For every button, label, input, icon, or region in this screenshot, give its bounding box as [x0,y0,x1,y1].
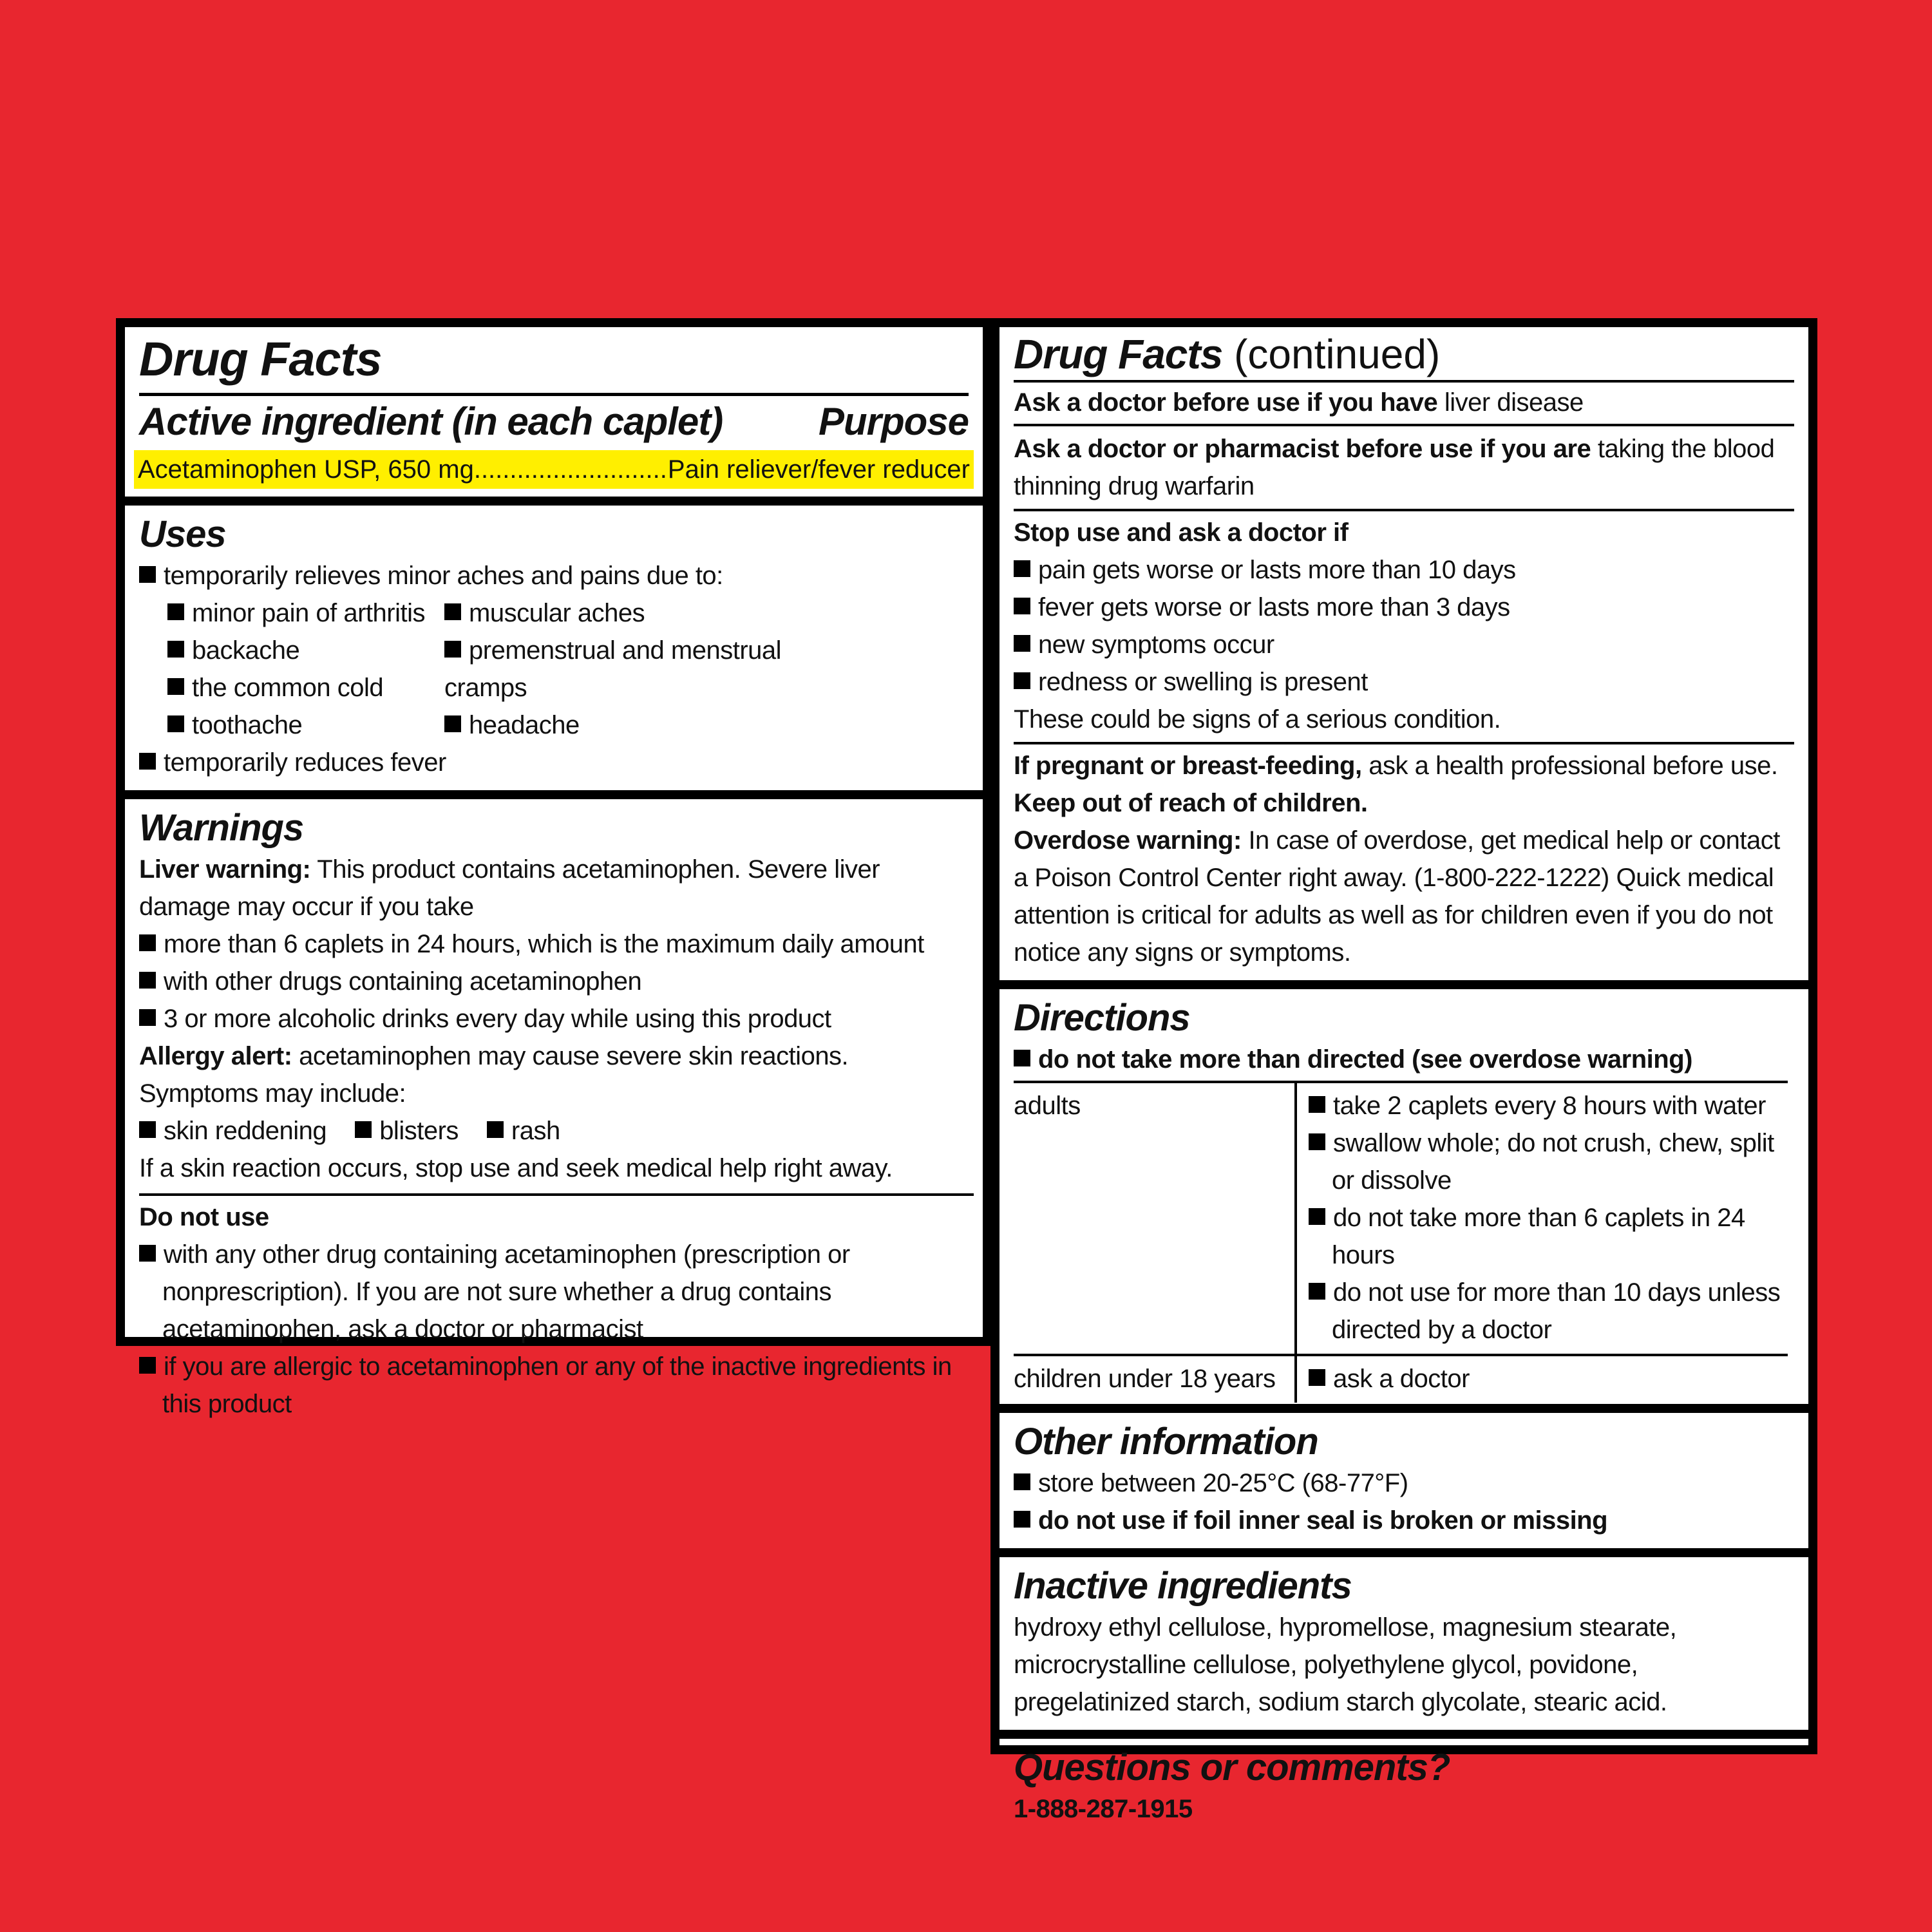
bullet-icon [1014,1473,1030,1490]
bullet-icon [139,566,156,583]
active-ingredient-header [139,393,969,448]
warnings-heading: Warnings [139,807,304,849]
adults-item: do not take more than 6 caplets in 24 hours [1309,1199,1788,1274]
drug-facts-panel-left [116,318,992,1418]
stop-note: These could be signs of a serious condition. [1014,705,1501,734]
stop-use-heading: Stop use and ask a doctor if [1014,518,1349,547]
bullet-icon [487,1121,504,1138]
bullet-icon [1014,560,1030,577]
questions-heading: Questions or comments? [1014,1747,1450,1788]
bullet-icon [139,1357,156,1374]
active-ingredient-row [134,450,974,489]
do-not-use-item: if you are allergic to acetaminophen or any of the inactive ingredients in this product [139,1348,969,1423]
liver-warning: Liver warning: This product contains acetaminophen. Severe liver damage may occur if you take [139,855,880,921]
bullet-icon [444,715,461,732]
stop-use-block [1014,511,1794,744]
active-ingredient-heading: Active ingredient (in each caplet) [139,400,723,443]
bullet-icon [139,934,156,951]
uses-item: backache [167,632,444,669]
bullet-icon [1014,1050,1030,1066]
uses-section [125,506,983,799]
bullet-icon [355,1121,372,1138]
allergy-alert: Allergy alert: acetaminophen may cause severe skin reactions. Symptoms may include: [139,1042,849,1108]
bullet-icon [167,603,184,620]
liver-item: 3 or more alcoholic drinks every day while using this product [139,1000,969,1037]
bullet-icon [444,641,461,658]
bullet-icon [167,678,184,695]
children-label: children under 18 years [1014,1354,1297,1403]
stop-item: new symptoms occur [1014,626,1794,663]
skin-reaction-note: If a skin reaction occurs, stop use and seek medical help right away. [139,1154,893,1182]
purpose-heading: Purpose [818,400,969,443]
bullet-icon [139,753,156,770]
inactive-ingredients-text: hydroxy ethyl cellulose, hypromellose, magnesium stearate, microcrystalline cellulose, polyethylene glycol, povidone, pregelatinized starch, sodium starch glycolate, stearic acid. [1014,1613,1677,1716]
bullet-icon [1309,1133,1325,1150]
adults-item: do not use for more than 10 days unless directed by a doctor [1309,1274,1788,1349]
do-not-use-heading: Do not use [139,1203,269,1231]
bullet-icon [1014,1511,1030,1528]
directions-table [1014,1081,1788,1403]
divider [139,1193,974,1196]
continued-warnings-section [999,327,1808,989]
adults-instructions [1297,1083,1788,1354]
adults-item: swallow whole; do not crush, chew, split or dissolve [1309,1124,1788,1199]
bullet-icon [139,1245,156,1262]
liver-item: more than 6 caplets in 24 hours, which is the maximum daily amount [139,925,969,963]
do-not-use-item: with any other drug containing acetaminophen (prescription or nonprescription). If you are not sure whether a drug contains acetaminophen, ask a doctor or pharmacist [139,1236,969,1348]
ingredient-purpose: Pain reliever/fever reducer [667,455,970,484]
uses-item: the common cold [167,669,444,706]
overdose-warning: Overdose warning: In case of overdose, get medical help or contact a Poison Control Center right away. (1-800-222-1222) Quick medical attention is critical for adults as well as for children even if you do not notice any signs or symptoms. [1014,826,1780,967]
inactive-ingredients-heading: Inactive ingredients [1014,1565,1352,1607]
uses-list [167,594,969,744]
drug-facts-continued-title: Drug Facts (continued) [1014,328,1794,383]
bullet-icon [1309,1369,1325,1386]
uses-column-2 [444,594,831,744]
uses-intro: temporarily relieves minor aches and pains due to: [139,557,969,594]
uses-item: minor pain of arthritis [167,594,444,632]
adults-label: adults [1014,1083,1297,1354]
drug-facts-title: Drug Facts [139,332,382,386]
bullet-icon [139,1121,156,1138]
bullet-icon [1014,672,1030,689]
uses-item: toothache [167,706,444,744]
bullet-icon [167,641,184,658]
uses-last: temporarily reduces fever [139,744,969,781]
bullet-icon [1309,1283,1325,1300]
stop-item: pain gets worse or lasts more than 10 days [1014,551,1794,589]
other-information-section [999,1413,1808,1557]
other-item: store between 20-25°C (68-77°F) [1014,1464,1794,1502]
inactive-ingredients-section [999,1557,1808,1739]
bullet-icon [139,1009,156,1026]
stop-item: fever gets worse or lasts more than 3 days [1014,589,1794,626]
questions-phone: 1-888-287-1915 [1014,1795,1193,1823]
questions-section [999,1739,1808,1837]
keep-out-of-reach: Keep out of reach of children. [1014,789,1368,817]
uses-item: premenstrual and menstrual cramps [444,636,782,702]
bullet-icon [1309,1096,1325,1113]
directions-note: do not take more than directed (see overdose warning) [1014,1041,1794,1078]
directions-section [999,989,1808,1413]
directions-heading: Directions [1014,997,1190,1039]
ask-pharmacist-before-use: Ask a doctor or pharmacist before use if you are taking the blood thinning drug warfarin [1014,426,1794,511]
drug-facts-panel-right [990,318,1817,1823]
ask-doctor-before-use: Ask a doctor before use if you have liver disease [1014,383,1794,426]
other-item: do not use if foil inner seal is broken or missing [1014,1502,1794,1539]
bullet-icon [1309,1208,1325,1225]
stop-item: redness or swelling is present [1014,663,1794,701]
children-instructions: ask a doctor [1297,1354,1788,1403]
bullet-icon [139,972,156,989]
liver-item: with other drugs containing acetaminophen [139,963,969,1000]
bullet-icon [167,715,184,732]
bullet-icon [444,603,461,620]
warnings-section [125,799,983,1432]
uses-item: headache [444,706,831,744]
leader-dots [474,450,668,489]
uses-item: muscular aches [444,594,831,632]
uses-column-1 [167,594,444,744]
pregnancy-warning: If pregnant or breast-feeding, ask a health professional before use. [1014,752,1778,780]
other-information-heading: Other information [1014,1421,1318,1463]
ingredient-name: Acetaminophen USP, 650 mg [138,455,474,484]
bullet-icon [1014,598,1030,614]
adults-item: take 2 caplets every 8 hours with water [1309,1087,1788,1124]
active-ingredient-section [125,327,983,506]
allergy-items: skin reddening blisters rash [139,1112,969,1150]
bullet-icon [1014,635,1030,652]
uses-heading: Uses [139,513,226,555]
